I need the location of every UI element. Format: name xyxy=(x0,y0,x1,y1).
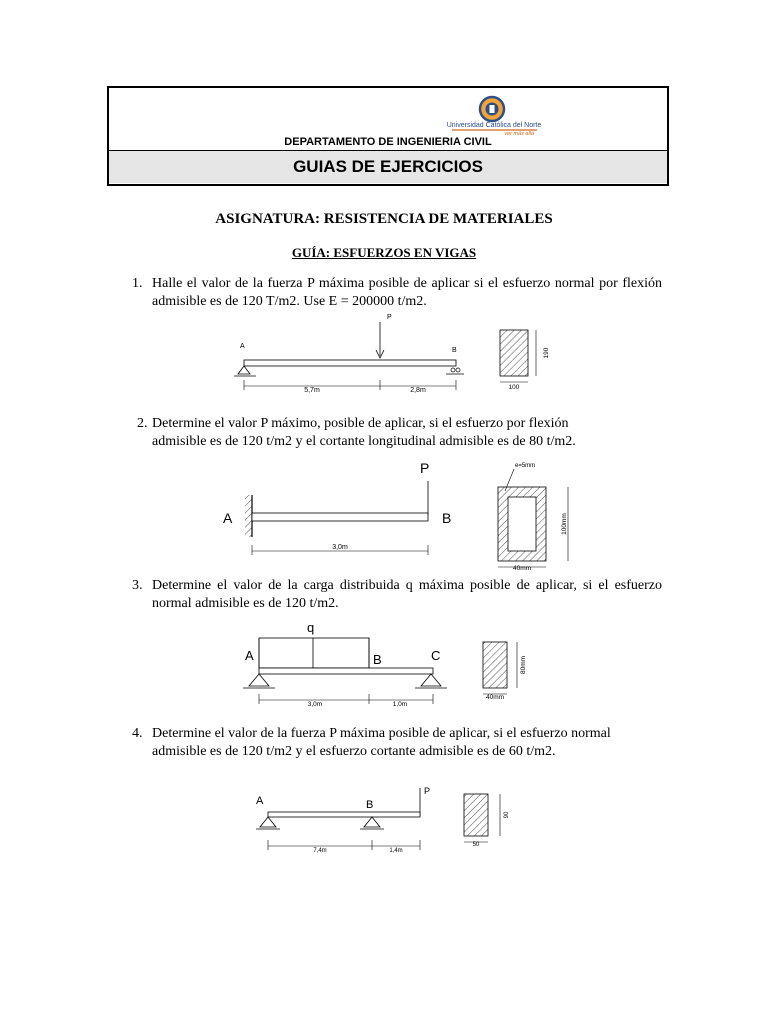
header-top xyxy=(109,88,667,151)
document-title: GUIAS DE EJERCICIOS xyxy=(109,151,667,183)
span-2-label: 1,0m xyxy=(392,701,408,708)
problem-text: Halle el valor de la fuerza P máxima posible de aplicar si el esfuerzo normal por flexión admisible es de 120 T/m2. Use E = 200000 t/m2. xyxy=(152,276,662,309)
pin-support-a xyxy=(260,817,276,827)
problem-4 xyxy=(132,725,662,761)
problem-text: Determine el valor P máximo, posible de aplicar, si el esfuerzo por flexión admisible es de 120 t/m2 y el cortante longitudinal admisible es de 80 t/m2. xyxy=(152,416,576,449)
span-1-label: 3,0m xyxy=(307,701,323,708)
problem-number: 3. xyxy=(132,578,143,593)
cross-section xyxy=(500,330,528,376)
section-height-label: 80mm xyxy=(520,655,527,675)
load-label: P xyxy=(387,314,392,321)
support-b-label: B xyxy=(442,510,452,526)
distributed-load xyxy=(259,638,369,668)
wall-thickness-label: e=5mm xyxy=(515,463,536,469)
roller-support-b xyxy=(451,368,455,372)
department-name: DEPARTAMENTO DE INGENIERIA CIVIL xyxy=(284,136,492,148)
problem-2-diagram xyxy=(218,455,583,575)
section-height-label: 190 xyxy=(543,347,550,359)
subject-heading: ASIGNATURA: RESISTENCIA DE MATERIALES xyxy=(215,211,553,227)
section-width-label: 100 xyxy=(508,384,520,391)
span-2-label: 1,4m xyxy=(389,848,403,854)
span-1-label: 5,7m xyxy=(304,387,320,394)
problem-4-diagram xyxy=(238,782,528,854)
beam xyxy=(259,668,433,674)
section-width-label: 40mm xyxy=(485,694,505,701)
support-a-label: A xyxy=(240,343,245,350)
support-c-label: C xyxy=(431,648,441,663)
university-logo-icon xyxy=(372,92,607,136)
problem-number: 2. xyxy=(137,416,148,431)
university-tagline: ver más allá xyxy=(504,131,534,136)
problem-2 xyxy=(137,415,622,451)
problem-3-diagram xyxy=(235,616,535,710)
problem-number: 4. xyxy=(132,726,143,741)
problem-text: Determine el valor de la carga distribuida q máxima posible de aplicar, si el esfuerzo normal admisible es de 120 t/m2. xyxy=(152,578,662,611)
pin-support-c xyxy=(421,674,441,686)
guide-heading: GUÍA: ESFUERZOS EN VIGAS xyxy=(291,245,477,260)
university-name: Universidad Católica del Norte xyxy=(446,122,542,129)
pin-support-a xyxy=(238,366,250,374)
cross-section xyxy=(483,642,507,688)
pin-support-a xyxy=(249,674,269,686)
problem-text: Determine el valor de la fuerza P máxima posible de aplicar, si el esfuerzo normal admisible es de 120 t/m2 y el esfuerzo cortante admisible es de 60 t/m2. xyxy=(152,726,611,759)
beam xyxy=(252,513,428,521)
pin-support-b xyxy=(364,817,380,827)
cross-section xyxy=(464,794,488,836)
span-2-label: 2,8m xyxy=(410,387,426,394)
distributed-load-label: q xyxy=(307,620,315,635)
span-1-label: 7,4m xyxy=(313,848,327,854)
support-a-label: A xyxy=(256,795,264,807)
beam xyxy=(244,360,456,366)
load-label: P xyxy=(420,460,430,476)
section-width-label: 40mm xyxy=(512,565,532,572)
section-height-label: 100mm xyxy=(561,513,568,535)
problem-1 xyxy=(132,275,662,311)
support-a-label: A xyxy=(223,510,233,526)
problem-number: 1. xyxy=(132,276,143,291)
problem-1-diagram xyxy=(230,310,570,402)
support-a-label: A xyxy=(245,648,254,663)
header-box xyxy=(107,86,669,186)
section-width-label: 50 xyxy=(472,842,480,848)
beam xyxy=(268,812,420,817)
support-b-label: B xyxy=(452,347,457,354)
problem-3 xyxy=(132,577,662,613)
load-label: P xyxy=(424,786,431,796)
support-b-label: B xyxy=(366,799,374,811)
section-height-label: 90 xyxy=(504,811,510,819)
support-b-label: B xyxy=(373,652,382,667)
span-label: 3,0m xyxy=(332,544,348,551)
